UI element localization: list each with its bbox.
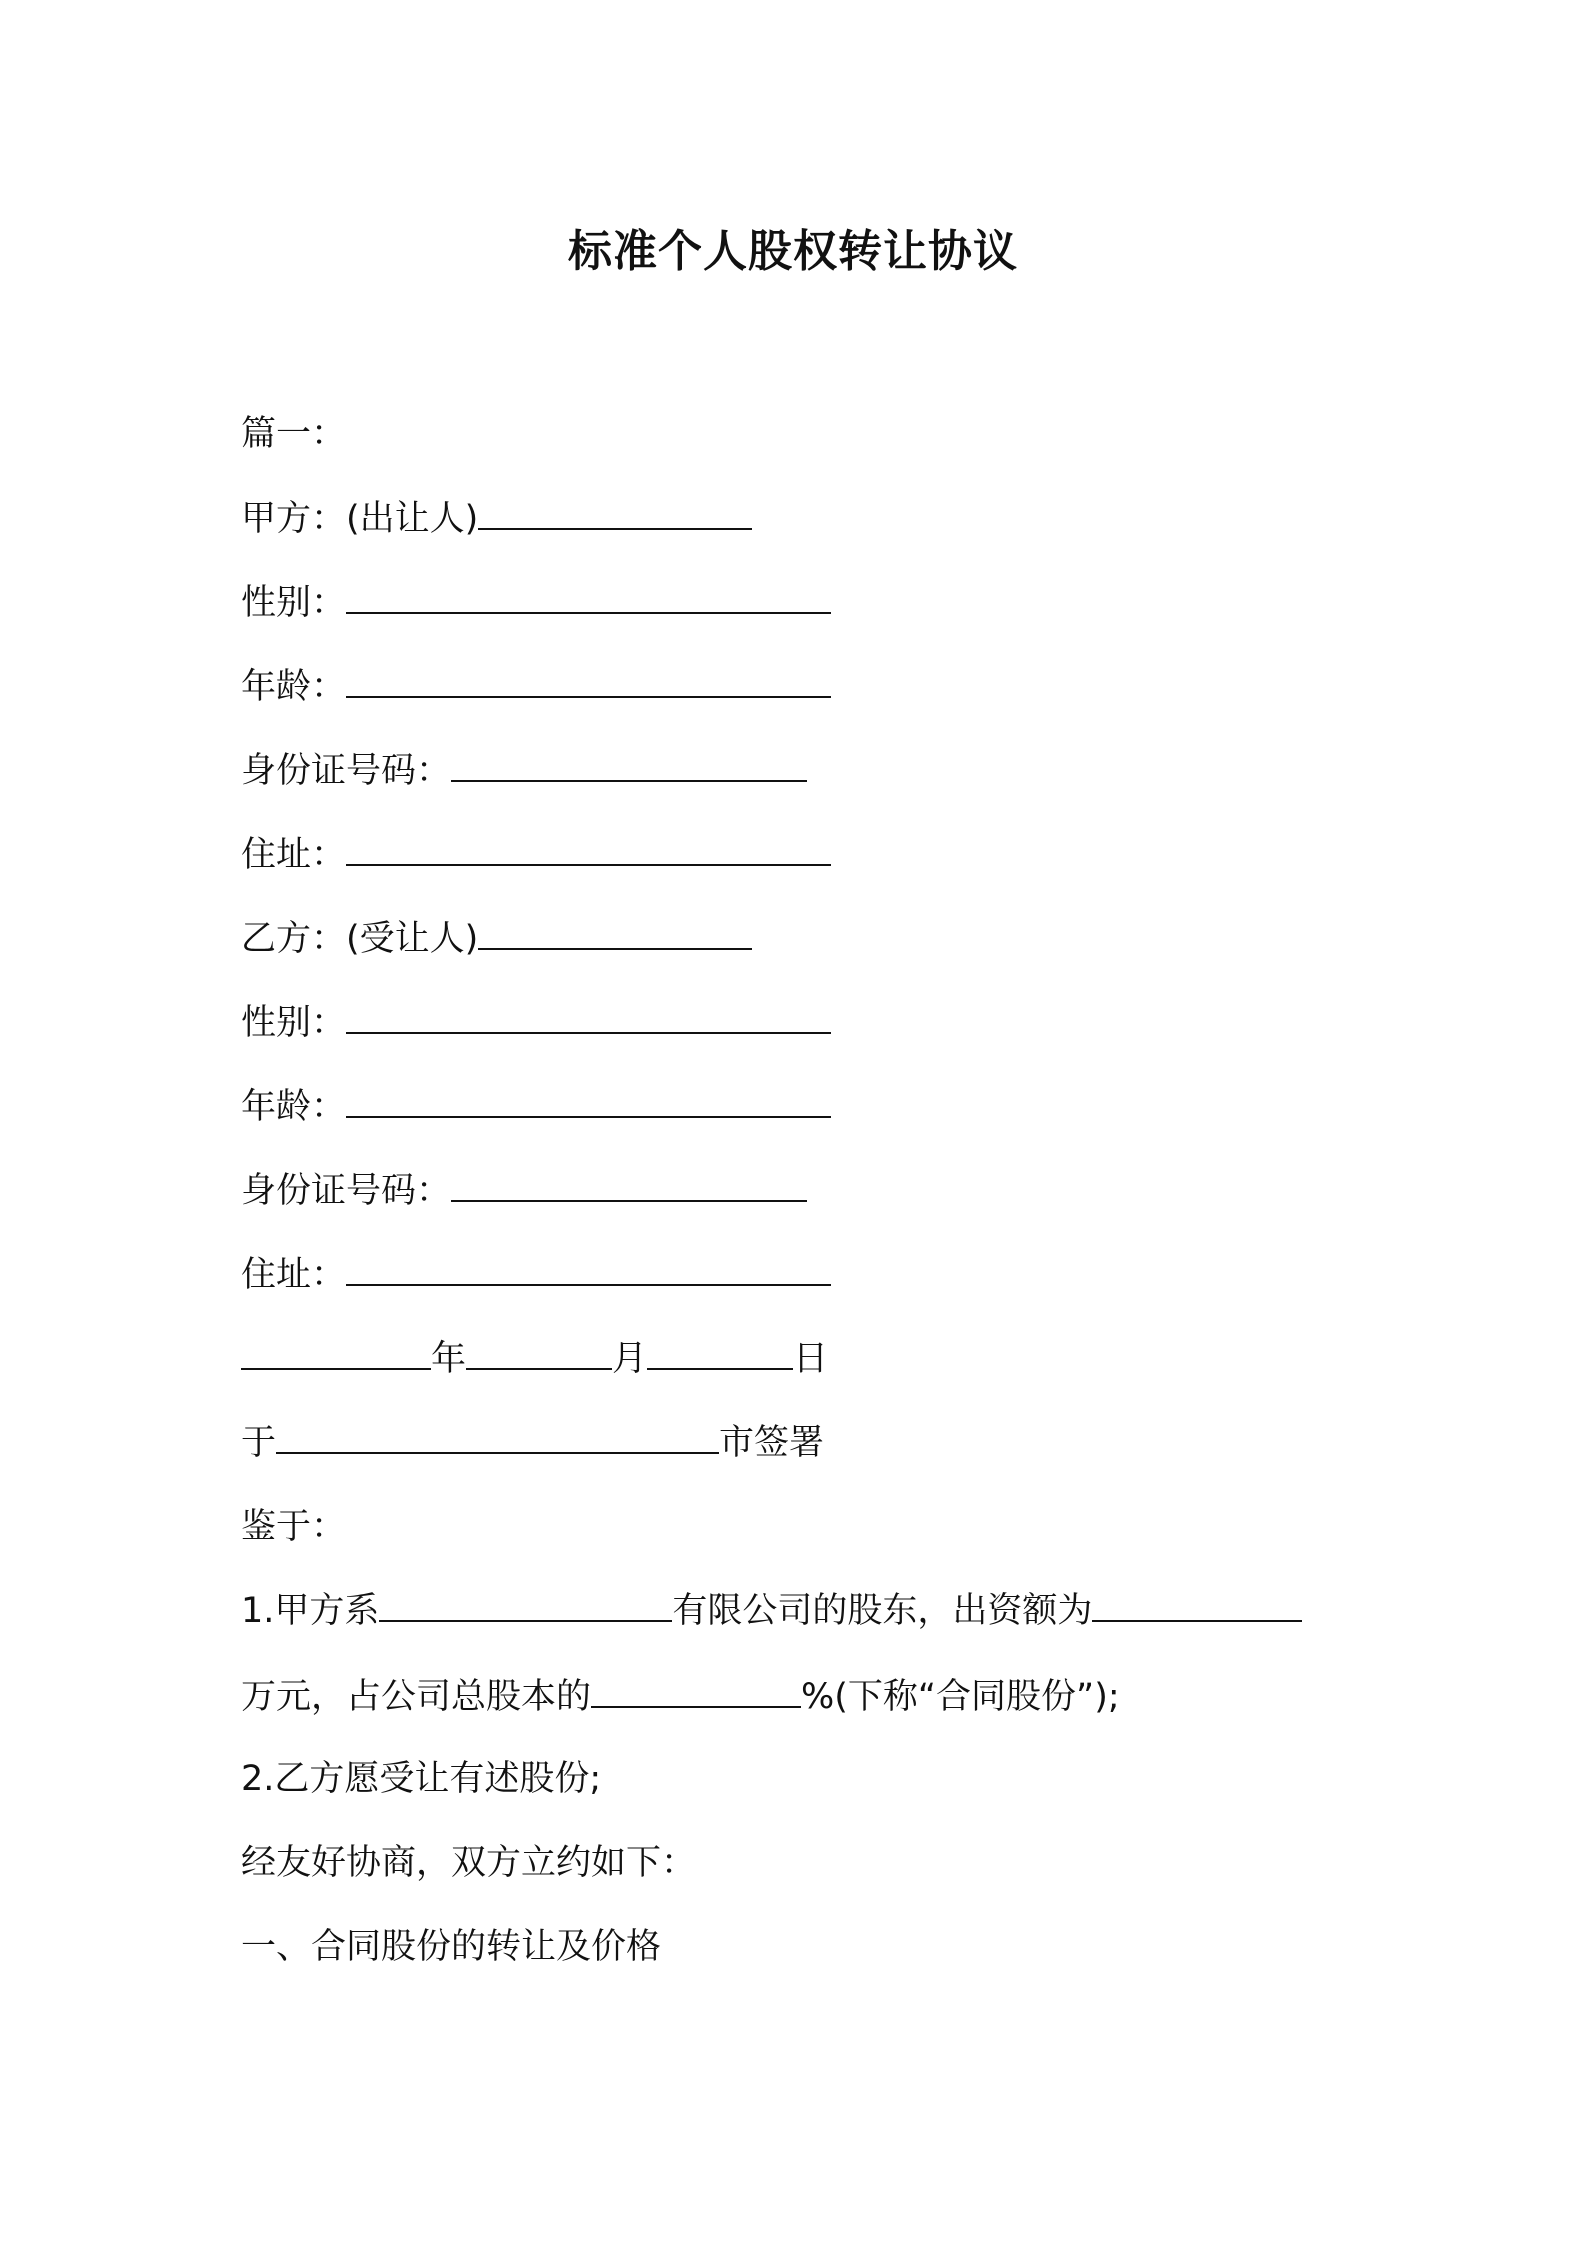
clause-1-part1: 1.甲方系 (241, 1591, 380, 1631)
party-b-age-blank[interactable] (346, 1086, 831, 1118)
clause-2: 2.乙方愿受让有述股份; (241, 1759, 602, 1799)
company-name-blank[interactable] (379, 1590, 672, 1622)
date-line (241, 1337, 828, 1381)
party-a-address-blank[interactable] (346, 834, 831, 866)
party-a-address-line (241, 833, 831, 877)
party-b-id-blank[interactable] (451, 1170, 807, 1202)
document-title: 标准个人股权转让协议 (568, 226, 1018, 277)
party-b-gender-label: 性别： (241, 1003, 347, 1043)
party-a-age-label: 年龄： (241, 667, 347, 707)
party-b-id-line (241, 1169, 807, 1213)
clause-1-line-1 (241, 1589, 1302, 1633)
clause-1-part4: %(下称“合同股份”); (801, 1677, 1120, 1717)
party-a-line (241, 497, 752, 541)
year-blank[interactable] (241, 1338, 431, 1370)
whereas-label: 鉴于： (241, 1507, 347, 1547)
party-b-id-label: 身份证号码： (241, 1171, 452, 1211)
sign-line (241, 1421, 824, 1465)
party-a-age-blank[interactable] (346, 666, 831, 698)
party-b-name-blank[interactable] (478, 918, 752, 950)
party-b-address-blank[interactable] (346, 1254, 831, 1286)
day-label: 日 (793, 1339, 829, 1379)
agreement-line: 经友好协商，双方立约如下： (241, 1843, 697, 1883)
month-label: 月 (612, 1339, 648, 1379)
day-blank[interactable] (647, 1338, 793, 1370)
party-a-id-blank[interactable] (451, 750, 807, 782)
party-a-gender-blank[interactable] (346, 582, 831, 614)
section-heading: 一、合同股份的转让及价格 (241, 1927, 662, 1967)
party-a-age-line (241, 665, 831, 709)
clause-1-line-2 (241, 1675, 1120, 1719)
share-percentage-blank[interactable] (591, 1676, 801, 1708)
sign-prefix: 于 (241, 1423, 277, 1463)
party-b-address-label: 住址： (241, 1255, 347, 1295)
party-a-gender-line (241, 581, 831, 625)
clause-1-part3: 万元，占公司总股本的 (241, 1677, 592, 1717)
party-b-age-line (241, 1085, 831, 1129)
section-label: 篇一： (241, 414, 347, 454)
party-b-age-label: 年龄： (241, 1087, 347, 1127)
party-b-label: 乙方：(受让人) (241, 919, 479, 959)
sign-suffix: 市签署 (719, 1423, 825, 1463)
party-a-id-label: 身份证号码： (241, 751, 452, 791)
clause-1-part2: 有限公司的股东，出资额为 (672, 1591, 1093, 1631)
party-b-address-line (241, 1253, 831, 1297)
party-b-gender-line (241, 1001, 831, 1045)
party-b-line (241, 917, 752, 961)
city-blank[interactable] (276, 1422, 719, 1454)
party-b-gender-blank[interactable] (346, 1002, 831, 1034)
party-a-id-line (241, 749, 807, 793)
party-a-gender-label: 性别： (241, 583, 347, 623)
month-blank[interactable] (466, 1338, 612, 1370)
party-a-label: 甲方：(出让人) (241, 499, 479, 539)
party-a-address-label: 住址： (241, 835, 347, 875)
party-a-name-blank[interactable] (478, 498, 752, 530)
year-label: 年 (431, 1339, 467, 1379)
investment-amount-blank[interactable] (1092, 1590, 1302, 1622)
